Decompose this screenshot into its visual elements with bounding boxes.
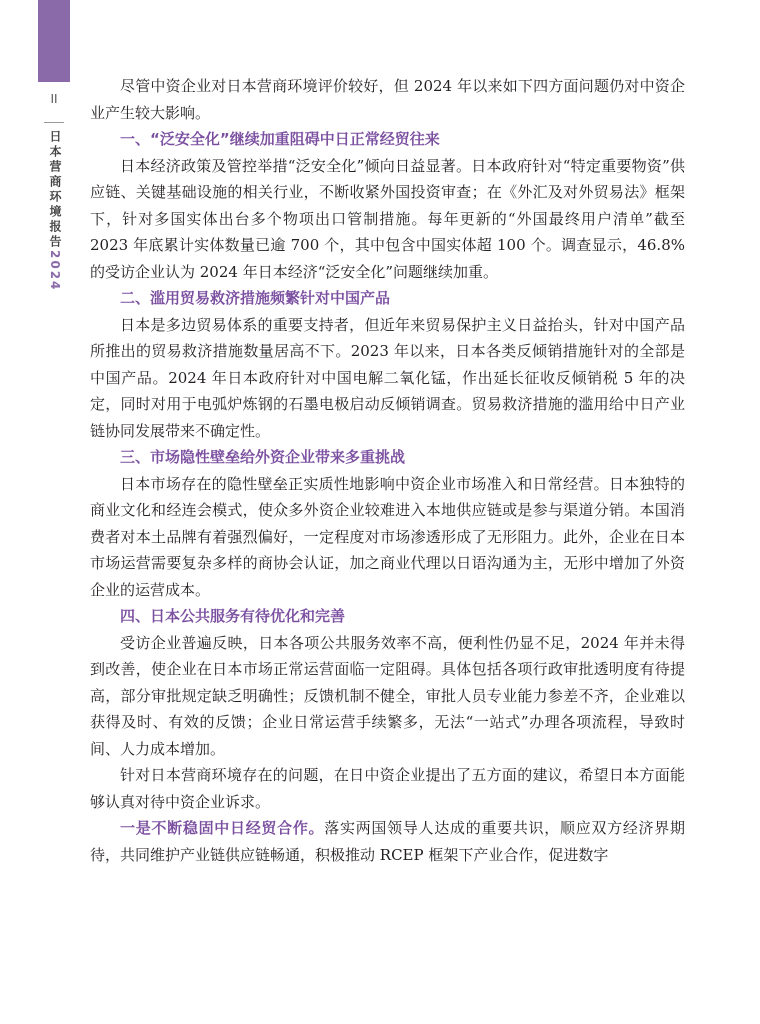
- suggestion-intro-paragraph: 针对日本营商环境存在的问题，在日中资企业提出了五方面的建议，希望日本方面能够认真对待中资企业诉求。: [90, 766, 685, 811]
- side-divider: [44, 122, 64, 123]
- side-tab: [38, 0, 70, 82]
- section-3-paragraph: 日本市场存在的隐性壁垒正实质性地影响中资企业市场准入和日常经营。日本独特的商业文化和经连会模式，使众多外资企业较难进入本地供应链或是参与渠道分销。本国消费者对本土品牌有着强烈偏好，一定程度对市场渗透形成了无形阻力。此外，企业在日本市场运营需要复杂多样的商协会认证，加之商业代理以日语沟通为主，无形中增加了外资企业的运营成本。: [90, 474, 685, 599]
- intro-paragraph: 尽管中资企业对日本营商环境评价较好，但 2024 年以来如下四方面问题仍对中资企业产生较大影响。: [90, 77, 685, 122]
- section-4-paragraph: 受访企业普遍反映，日本各项公共服务效率不高，便利性仍显不足，2024 年并未得到改善，使企业在日本市场正常运营面临一定阻碍。具体包括各项行政审批透明度有待提高，部分审批规定缺乏明确性；反馈机制不健全，审批人员专业能力参差不齐，企业难以获得及时、有效的反馈；企业日常运营手续繁多，无法“一站式”办理各项流程，导致时间、人力成本增加。: [90, 633, 685, 758]
- page-number: II: [50, 92, 58, 106]
- running-title: [44, 130, 64, 291]
- suggestion-1-paragraph: [90, 815, 685, 868]
- suggestion-1-lead: 一是不断稳固中日经贸合作。: [120, 819, 325, 837]
- running-title-text: 日本营商环境报告: [48, 130, 62, 250]
- section-1-heading: 一、“泛安全化”继续加重阻碍中日正常经贸往来: [120, 130, 440, 148]
- section-3-heading: 三、市场隐性壁垒给外资企业带来多重挑战: [120, 448, 406, 466]
- running-title-year: 2024: [48, 250, 62, 292]
- section-4-heading: 四、日本公共服务有待优化和完善: [120, 607, 346, 625]
- section-2-heading: 二、滥用贸易救济措施频繁针对中国产品: [120, 289, 391, 307]
- section-1-paragraph: 日本经济政策及管控举措“泛安全化”倾向日益显著。日本政府针对“特定重要物资”供应链、关键基础设施的相关行业，不断收紧外国投资审查；在《外汇及对外贸易法》框架下，针对多国实体出台多个物项出口管制措施。每年更新的“外国最终用户清单”截至 2023 年底累计实体数量已逾 700 个，其中包含中国实体超 100 个。调查显示，46.8% 的受访企业认为 2024 年日本经济“泛安全化”问题继续加重。: [90, 156, 685, 281]
- suggestion-1-text: 落实两国领导人达成的重要共识，顺应双方经济界期待，共同维护产业链供应链畅通，积极推动 RCEP 框架下产业合作，促进数字: [90, 819, 685, 864]
- section-2-paragraph: 日本是多边贸易体系的重要支持者，但近年来贸易保护主义日益抬头，针对中国产品所推出的贸易救济措施数量居高不下。2023 年以来，日本各类反倾销措施针对的全部是中国产品。2024 年日本政府针对中国电解二氧化锰，作出延长征收反倾销税 5 年的决定，同时对用于电弧炉炼钢的石墨电极启动反倾销调查。贸易救济措施的滥用给中日产业链协同发展带来不确定性。: [90, 315, 685, 440]
- main-content: [90, 73, 685, 868]
